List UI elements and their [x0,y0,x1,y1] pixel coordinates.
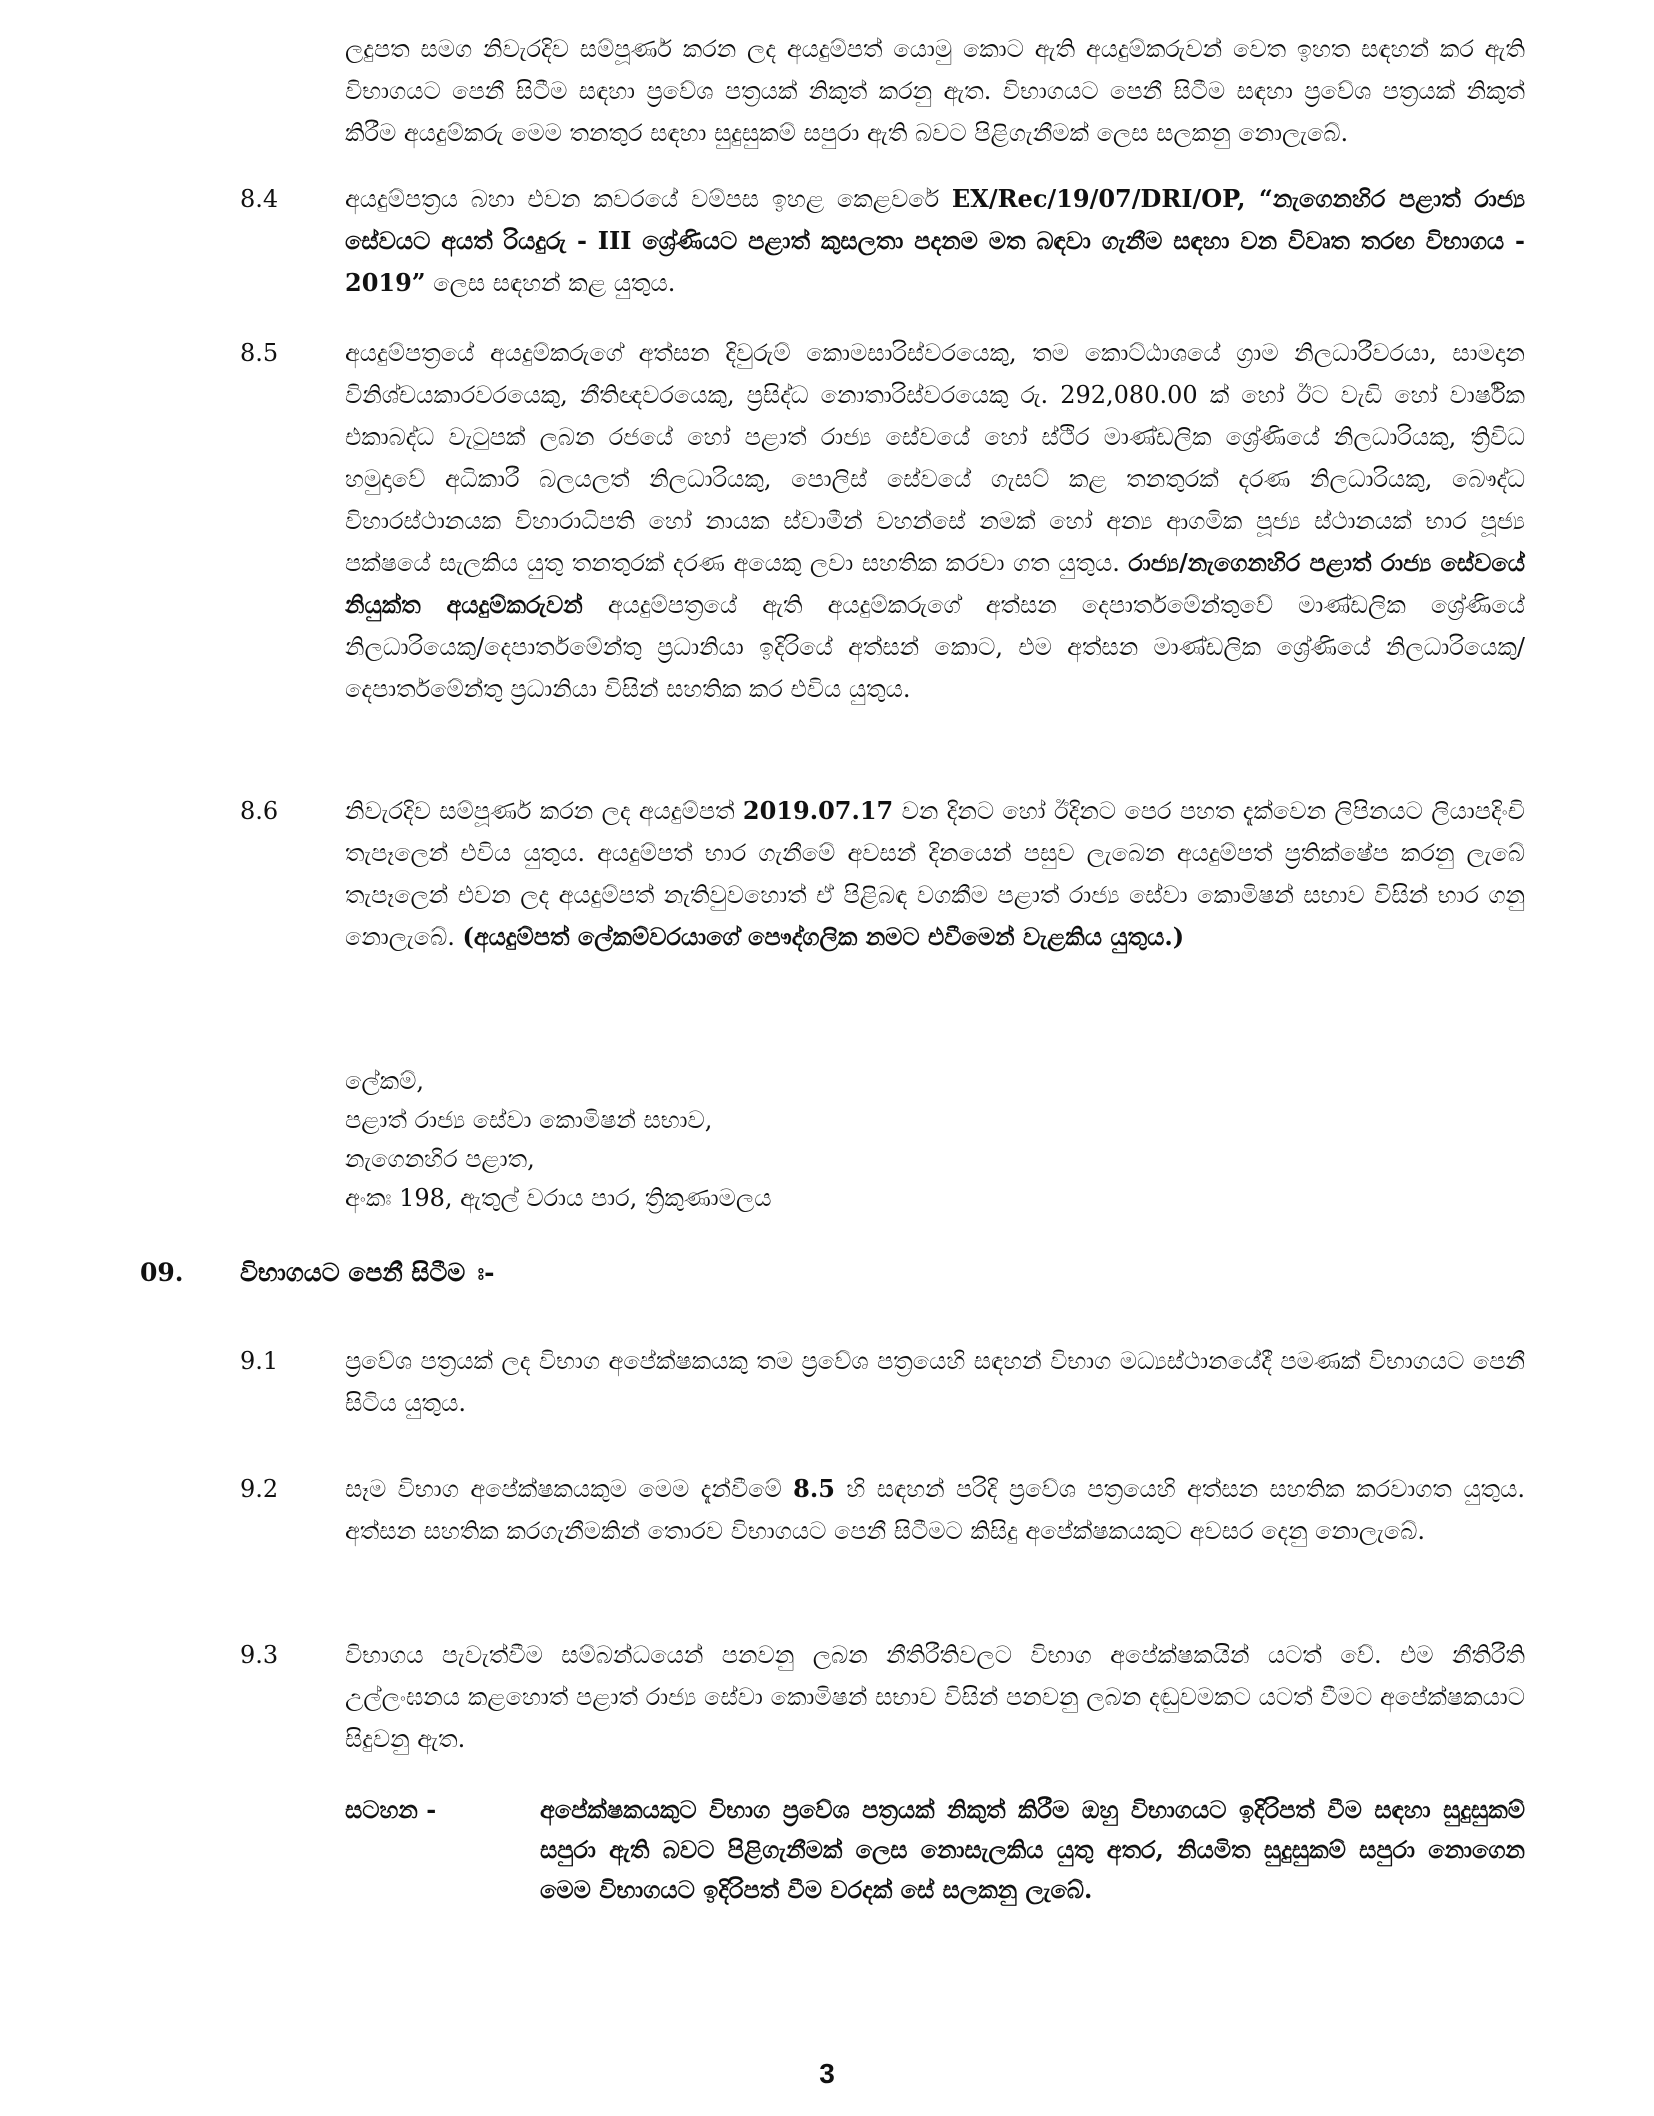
item-number-8-5: 8.5 [240,339,279,367]
closing-date: 2019.07.17 [742,796,894,825]
continuation-paragraph [345,28,1525,154]
item-9-2-text-b: හි සඳහන් පරිදි ප්‍රවේශ පත්‍රයෙහි අත්සන සහතික කරවාගත යුතුය. අත්සන සහතික කරගැනීමකින් තොරව විභාගයට පෙනී සිටීමට කිසිදු අපේක්ෂකයකුට අවසර දෙනු නොලැබේ. [345,1475,1525,1545]
item-8-4-text-b: ලෙස සඳහන් කළ යුතුය. [425,269,676,297]
address-line-2: පළාත් රාජ්‍ය සේවා කොමිෂන් සභාව, [345,1106,713,1134]
continuation-text: ලදුපත සමග නිවැරදිව සම්පූර්ණ කරන ලද අයදුම්පත් යොමු කොට ඇති අයදුම්කරුවන් වෙත ඉහත සඳහන් කර ඇති විභාගයට පෙනී සිටීම සඳහා ප්‍රවේශ පත්‍රයක් නිකුත් කරනු ඇත. විභාගයට පෙනී සිටීම සඳහා ප්‍රවේශ පත්‍රයක් නිකුත් කිරීම අයදුම්කරු මෙම තනතුර සඳහා සුදුසුකම් සපුරා ඇති බවට පිළිගැනීමක් ලෙස සලකනු නොලැබේ. [345,35,1525,147]
item-8-4-paragraph [345,178,1525,304]
item-number-8-6: 8.6 [240,797,279,825]
item-8-5-text-b: අයදුම්පත්‍රයේ ඇති අයදුම්කරුගේ අත්සන දෙපාර්තමේන්තුවේ මාණ්ඩලික ශ්‍රේණියේ නිලධාරියෙකු/දෙපාර්තමේන්තු ප්‍රධානියා ඉදිරියේ අත්සන් කොට, එම අත්සන මාණ්ඩලික ශ්‍රේණියේ නිලධාරියෙකු/දෙපාර්තමේන්තු ප්‍රධානියා විසින් සහතික කර එවිය යුතුය. [345,591,1525,703]
address-line-1: ලේකම්, [345,1067,425,1095]
address-block [345,1062,772,1218]
item-number-9-2: 9.2 [240,1475,279,1503]
item-8-4-exam-code-and-title: EX/Rec/19/07/DRI/OP, “නැගෙනහිර පළාත් රාජ්‍ය සේවයට අයත් රියදුරු - III ශ්‍රේණියට පළාත් කුසලතා පදනම මත බඳවා ගැනීම සඳහා වන විවෘත තරඟ විභාගය - 2019” [345,184,1525,297]
item-9-2-text-a: සෑම විභාග අපේක්ෂකයකුම මෙම දැන්වීමේ [345,1475,794,1503]
section-9-title: විභාගයට පෙනී සිටීම ඃ- [240,1258,495,1287]
section-9-number: 09. [140,1258,184,1287]
address-line-3: නැගෙනහිර පළාත, [345,1145,535,1173]
item-8-6-paragraph [345,790,1525,958]
item-8-5-text-a: අයදුම්පත්‍රයේ අයදුම්කරුගේ අත්සන දිවුරුම් කොමසාරිස්වරයෙකු, තම කොට්ඨාශයේ ග්‍රාම නිලධාරීවරයා, සාමදාන විනිශ්චයකාරවරයෙකු, නීතිඥවරයෙකු, ප්‍රසිද්ධ නොතාරිස්වරයෙකු රු. 292,080.00 ක් හෝ ඊට වැඩි හෝ වාර්ෂික එකාබද්ධ වැටුපක් ලබන රජයේ හෝ පළාත් රාජ්‍ය සේවයේ හෝ ස්ථිර මාණ්ඩලික ශ්‍රේණියේ නිලධාරියකු, ත්‍රිවිධ හමුදාවේ අධිකාරී බලයලත් නිලධාරියකු, පොලිස් සේවයේ ගැසට් කළ තනතුරක් දරණ නිලධාරියකු, බෞද්ධ විහාරස්ථානයක විහාරාධිපති හෝ නායක ස්වාමීන් වහන්සේ නමක් හෝ අන්‍ය ආගමික පූජ්‍ය ස්ථානයක් භාර පූජ්‍ය පක්ෂයේ සැලකිය යුතු තනතුරක් දරණ අයෙකු ලවා සහතික කරවා ගත යුතුය. [345,339,1525,577]
item-9-3-paragraph [345,1634,1525,1760]
item-9-3-text: විභාගය පැවැත්වීම සම්බන්ධයෙන් පනවනු ලබන නීතිරීතිවලට විභාග අපේක්ෂකයින් යටත් වේ. එම නීතිරීති උල්ලංඝනය කළහොත් පළාත් රාජ්‍ය සේවා කොමිෂන් සභාව විසින් පනවනු ලබන දඬුවමකට යටත් වීමට අපේක්ෂකයාට සිදුවනු ඇත. [345,1641,1525,1753]
item-8-5-bold-text: රාජ්‍ය/නැගෙනහිර පළාත් රාජ්‍ය සේවයේ නියුක්ත අයදුම්කරුවන් [345,548,1525,619]
item-8-6-text-a: නිවැරදිව සම්පූර්ණ කරන ලද අයදුම්පත් [345,797,743,825]
address-line-4: අංකඃ 198, ඇතුල් වරාය පාර, ත්‍රිකුණාමලය [345,1184,772,1212]
item-9-1-paragraph [345,1340,1525,1424]
item-number-9-1: 9.1 [240,1347,279,1375]
item-9-2-reference: 8.5 [793,1474,835,1503]
item-9-1-text: ප්‍රවේශ පත්‍රයක් ලද විභාග අපේක්ෂකයකු තම ප්‍රවේශ පත්‍රයෙහි සඳහන් විභාග මධ්‍යස්ථානයේදී පමණක් විභාගයට පෙනී සිටිය යුතුය. [345,1347,1525,1417]
item-number-8-4: 8.4 [240,185,279,213]
item-9-2-paragraph [345,1468,1525,1552]
item-8-6-bold-note: (අයදුම්පත් ලේකම්වරයාගේ පෞද්ගලික නමට එවීමෙන් වැළකිය යුතුය.) [462,922,1185,951]
item-8-4-text-a: අයදුම්පත්‍රය බහා එවන කවරයේ වම්පස ඉහළ කෙළවරේ [345,185,952,213]
note-label: සටහන - [345,1795,437,1824]
item-number-9-3: 9.3 [240,1641,279,1669]
note-text: අපේක්ෂකයකුට විභාග ප්‍රවේශ පත්‍රයක් නිකුත් කිරීම ඔහු විභාගයට ඉදිරිපත් වීම සඳහා සුදුසුකම් සපුරා ඇති බවට පිළිගැනීමක් ලෙස නොසැලකිය යුතු අතර, නියමිත සුදුසුකම් සපුරා නොගෙන මෙම විභාගයට ඉදිරිපත් වීම වරදක් සේ සලකනු ලැබේ. [540,1795,1525,1904]
item-8-6-text-b: වන දිනට හෝ ඊදිනට පෙර පහත දැක්වෙන ලිපිනයට ලියාපදිංචි තැපෑලෙන් එවිය යුතුය. අයදුම්පත් භාර ගැනීමේ අවසන් දිනයෙන් පසුව ලැබෙන අයදුම්පත් ප්‍රතික්ෂේප කරනු ලැබේ තැපෑලෙන් එවන ලද අයදුම්පත් නැතිවුවහොත් ඒ පිළිබඳ වගකීම පළාත් රාජ්‍ය සේවා කොමිෂන් සභාව විසින් භාර ගනු නොලැබේ. [345,797,1525,951]
page-number: 3 [819,2058,835,2089]
item-8-5-paragraph [345,332,1525,710]
